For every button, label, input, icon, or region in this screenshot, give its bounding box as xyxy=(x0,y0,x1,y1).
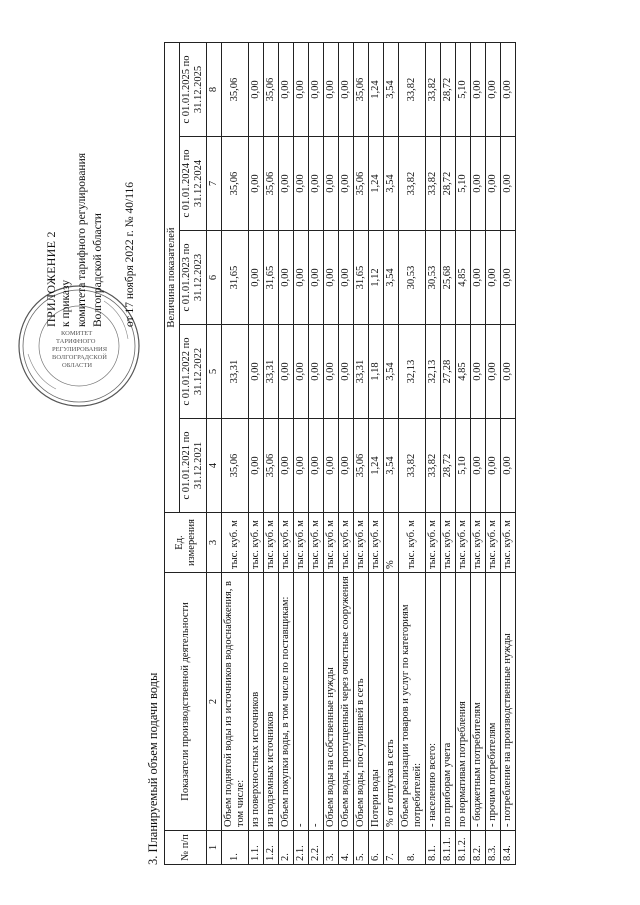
row-value: 35,06 xyxy=(222,137,249,231)
row-indicator: Объем воды на собственные нужды xyxy=(324,573,339,831)
row-number: 8.2. xyxy=(471,831,486,865)
row-number: 8.4. xyxy=(501,831,516,865)
row-indicator: из поверхностных источников xyxy=(249,573,264,831)
row-value: 25,68 xyxy=(441,231,456,325)
col-head-unit: Ед. измерения xyxy=(165,513,207,573)
col-head-num: № п/п xyxy=(165,831,207,865)
row-value: 0,00 xyxy=(486,137,501,231)
col-head-period: с 01.01.2025 по 31.12.2025 xyxy=(180,43,207,137)
row-value: 35,06 xyxy=(264,419,279,513)
column-index-row xyxy=(207,43,222,865)
row-value: 33,82 xyxy=(426,419,441,513)
row-number: 8.1. xyxy=(426,831,441,865)
row-value: 0,00 xyxy=(279,419,294,513)
row-value: 33,82 xyxy=(399,137,426,231)
col-head-period: с 01.01.2022 по 31.12.2022 xyxy=(180,325,207,419)
table-row xyxy=(384,43,399,865)
row-value: 0,00 xyxy=(339,43,354,137)
row-unit: тыс. куб. м xyxy=(354,513,369,573)
row-value: 0,00 xyxy=(309,419,324,513)
row-value: 0,00 xyxy=(279,231,294,325)
table-row xyxy=(399,43,426,865)
row-indicator: Потери воды xyxy=(369,573,384,831)
row-indicator: - прочим потребителям xyxy=(486,573,501,831)
row-number: 8.1.1. xyxy=(441,831,456,865)
row-value: 3,54 xyxy=(384,325,399,419)
row-number: 8.1.2. xyxy=(456,831,471,865)
row-number: 1.1. xyxy=(249,831,264,865)
row-value: 30,53 xyxy=(399,231,426,325)
row-unit: тыс. куб. м xyxy=(324,513,339,573)
row-value: 0,00 xyxy=(339,231,354,325)
row-value: 1,24 xyxy=(369,419,384,513)
row-value: 0,00 xyxy=(501,137,516,231)
row-number: 8.3. xyxy=(486,831,501,865)
col-head-indicator: Показатели производственной деятельности xyxy=(165,573,207,831)
row-value: 0,00 xyxy=(324,137,339,231)
svg-text:КОМИТЕТ: КОМИТЕТ xyxy=(61,330,93,337)
svg-text:ОБЛАСТИ: ОБЛАСТИ xyxy=(62,362,93,369)
row-number: 5. xyxy=(354,831,369,865)
row-value: 0,00 xyxy=(309,325,324,419)
row-value: 0,00 xyxy=(324,325,339,419)
row-value: 1,24 xyxy=(369,43,384,137)
row-value: 0,00 xyxy=(279,43,294,137)
row-indicator: Объем реализации товаров и услуг по категориям потребителей: xyxy=(399,573,426,831)
column-index-cell: 3 xyxy=(207,513,222,573)
column-index-cell: 8 xyxy=(207,43,222,137)
row-indicator: Объем воды, пропущенный через очистные сооружения xyxy=(339,573,354,831)
row-value: 33,31 xyxy=(264,325,279,419)
row-value: 0,00 xyxy=(486,231,501,325)
row-value: 0,00 xyxy=(294,325,309,419)
row-value: 0,00 xyxy=(309,231,324,325)
order-line-2: комитета тарифного регулирования xyxy=(76,152,88,327)
row-indicator: по приборам учета xyxy=(441,573,456,831)
row-value: 28,72 xyxy=(441,137,456,231)
row-value: 30,53 xyxy=(426,231,441,325)
row-value: 0,00 xyxy=(294,137,309,231)
col-head-period: с 01.01.2023 по 31.12.2023 xyxy=(180,231,207,325)
table-row xyxy=(324,43,339,865)
row-value: 0,00 xyxy=(486,325,501,419)
row-value: 4,85 xyxy=(456,325,471,419)
row-unit: тыс. куб. м xyxy=(369,513,384,573)
table-row xyxy=(354,43,369,865)
row-value: 33,31 xyxy=(222,325,249,419)
water-supply-table xyxy=(164,42,516,865)
table-row xyxy=(501,43,516,865)
row-indicator: - бюджетным потребителям xyxy=(471,573,486,831)
row-unit: тыс. куб. м xyxy=(264,513,279,573)
row-number: 3. xyxy=(324,831,339,865)
row-indicator: по нормативам потребления xyxy=(456,573,471,831)
order-line-1: к приказу xyxy=(60,279,72,327)
row-unit: тыс. куб. м xyxy=(309,513,324,573)
row-value: 5,10 xyxy=(456,43,471,137)
row-value: 0,00 xyxy=(294,43,309,137)
row-indicator: из подземных источников xyxy=(264,573,279,831)
row-unit: тыс. куб. м xyxy=(441,513,456,573)
row-value: 35,06 xyxy=(354,419,369,513)
order-reference xyxy=(58,153,106,327)
row-indicator: % от отпуска в сеть xyxy=(384,573,399,831)
row-indicator: - xyxy=(294,573,309,831)
svg-text:РЕГУЛИРОВАНИЯ: РЕГУЛИРОВАНИЯ xyxy=(52,346,108,353)
row-value: 3,54 xyxy=(384,419,399,513)
row-value: 1,12 xyxy=(369,231,384,325)
row-value: 33,82 xyxy=(426,43,441,137)
row-value: 0,00 xyxy=(309,137,324,231)
row-value: 0,00 xyxy=(471,419,486,513)
row-value: 0,00 xyxy=(471,231,486,325)
row-number: 6. xyxy=(369,831,384,865)
table-row xyxy=(264,43,279,865)
row-value: 0,00 xyxy=(294,231,309,325)
row-number: 8. xyxy=(399,831,426,865)
row-value: 0,00 xyxy=(339,325,354,419)
column-index-cell: 5 xyxy=(207,325,222,419)
row-value: 1,18 xyxy=(369,325,384,419)
row-value: 35,06 xyxy=(222,419,249,513)
column-index-cell: 2 xyxy=(207,573,222,831)
row-value: 0,00 xyxy=(324,231,339,325)
column-index-cell: 6 xyxy=(207,231,222,325)
row-value: 0,00 xyxy=(279,137,294,231)
row-unit: тыс. куб. м xyxy=(426,513,441,573)
row-value: 3,54 xyxy=(384,43,399,137)
table-row xyxy=(456,43,471,865)
row-value: 0,00 xyxy=(471,325,486,419)
row-value: 31,65 xyxy=(222,231,249,325)
row-value: 35,06 xyxy=(222,43,249,137)
section-title: 3. Планируемый объем подачи воды xyxy=(146,672,160,865)
row-value: 5,10 xyxy=(456,137,471,231)
row-value: 0,00 xyxy=(249,137,264,231)
col-head-period: с 01.01.2021 по 31.12.2021 xyxy=(180,419,207,513)
row-value: 3,54 xyxy=(384,137,399,231)
row-unit: тыс. куб. м xyxy=(222,513,249,573)
row-value: 35,06 xyxy=(354,43,369,137)
svg-text:ТАРИФНОГО: ТАРИФНОГО xyxy=(56,338,96,345)
row-number: 2. xyxy=(279,831,294,865)
row-value: 5,10 xyxy=(456,419,471,513)
row-number: 2.1. xyxy=(294,831,309,865)
row-value: 0,00 xyxy=(501,325,516,419)
row-indicator: Объем покупки воды, в том числе по поставщикам: xyxy=(279,573,294,831)
row-value: 0,00 xyxy=(501,419,516,513)
row-value: 33,82 xyxy=(426,137,441,231)
row-indicator: - населению всего: xyxy=(426,573,441,831)
row-unit: % xyxy=(384,513,399,573)
row-value: 35,06 xyxy=(264,43,279,137)
row-indicator: - потребление на производственные нужды xyxy=(501,573,516,831)
row-value: 32,13 xyxy=(399,325,426,419)
row-value: 0,00 xyxy=(249,419,264,513)
row-value: 31,65 xyxy=(354,231,369,325)
row-value: 31,65 xyxy=(264,231,279,325)
row-unit: тыс. куб. м xyxy=(456,513,471,573)
column-index-cell: 1 xyxy=(207,831,222,865)
row-indicator: Объем поднятой воды из источников водоснабжения, в том числе: xyxy=(222,573,249,831)
row-unit: тыс. куб. м xyxy=(399,513,426,573)
row-value: 0,00 xyxy=(471,137,486,231)
row-number: 2.2. xyxy=(309,831,324,865)
row-unit: тыс. куб. м xyxy=(279,513,294,573)
row-value: 4,85 xyxy=(456,231,471,325)
row-number: 1. xyxy=(222,831,249,865)
row-value: 28,72 xyxy=(441,419,456,513)
col-head-group: Величина показателей xyxy=(165,43,180,513)
row-unit: тыс. куб. м xyxy=(501,513,516,573)
order-date: от 17 ноября 2022 г. № 40/116 xyxy=(124,181,136,327)
col-head-period: с 01.01.2024 по 31.12.2024 xyxy=(180,137,207,231)
table-row xyxy=(279,43,294,865)
row-value: 0,00 xyxy=(486,43,501,137)
row-unit: тыс. куб. м xyxy=(339,513,354,573)
row-unit: тыс. куб. м xyxy=(471,513,486,573)
row-value: 0,00 xyxy=(486,419,501,513)
row-value: 3,54 xyxy=(384,231,399,325)
table-row xyxy=(222,43,249,865)
row-value: 35,06 xyxy=(354,137,369,231)
table-row xyxy=(426,43,441,865)
row-value: 0,00 xyxy=(249,43,264,137)
appendix-title: ПРИЛОЖЕНИЕ 2 xyxy=(44,231,58,327)
row-value: 0,00 xyxy=(339,419,354,513)
row-number: 7. xyxy=(384,831,399,865)
row-number: 4. xyxy=(339,831,354,865)
row-value: 0,00 xyxy=(249,325,264,419)
row-value: 0,00 xyxy=(324,419,339,513)
table-row xyxy=(486,43,501,865)
row-unit: тыс. куб. м xyxy=(486,513,501,573)
table-body xyxy=(222,43,516,865)
row-value: 33,82 xyxy=(399,43,426,137)
row-value: 0,00 xyxy=(309,43,324,137)
row-value: 28,72 xyxy=(441,43,456,137)
row-value: 0,00 xyxy=(249,231,264,325)
row-value: 32,13 xyxy=(426,325,441,419)
row-indicator: Объем воды, поступившей в сеть xyxy=(354,573,369,831)
order-line-3: Волгоградской области xyxy=(92,213,104,327)
row-value: 0,00 xyxy=(471,43,486,137)
row-unit: тыс. куб. м xyxy=(249,513,264,573)
table-row xyxy=(441,43,456,865)
row-value: 33,82 xyxy=(399,419,426,513)
row-value: 0,00 xyxy=(501,231,516,325)
row-value: 0,00 xyxy=(279,325,294,419)
column-index-cell: 4 xyxy=(207,419,222,513)
table-row xyxy=(471,43,486,865)
row-number: 1.2. xyxy=(264,831,279,865)
table-row xyxy=(249,43,264,865)
table-row xyxy=(309,43,324,865)
row-value: 0,00 xyxy=(294,419,309,513)
table-row xyxy=(369,43,384,865)
row-value: 1,24 xyxy=(369,137,384,231)
row-indicator: - xyxy=(309,573,324,831)
table-row xyxy=(339,43,354,865)
row-value: 33,31 xyxy=(354,325,369,419)
table-row xyxy=(294,43,309,865)
row-value: 0,00 xyxy=(501,43,516,137)
row-value: 27,28 xyxy=(441,325,456,419)
svg-text:ВОЛГОГРАДСКОЙ: ВОЛГОГРАДСКОЙ xyxy=(52,354,107,361)
row-unit: тыс. куб. м xyxy=(294,513,309,573)
row-value: 0,00 xyxy=(339,137,354,231)
column-index-cell: 7 xyxy=(207,137,222,231)
row-value: 35,06 xyxy=(264,137,279,231)
row-value: 0,00 xyxy=(324,43,339,137)
